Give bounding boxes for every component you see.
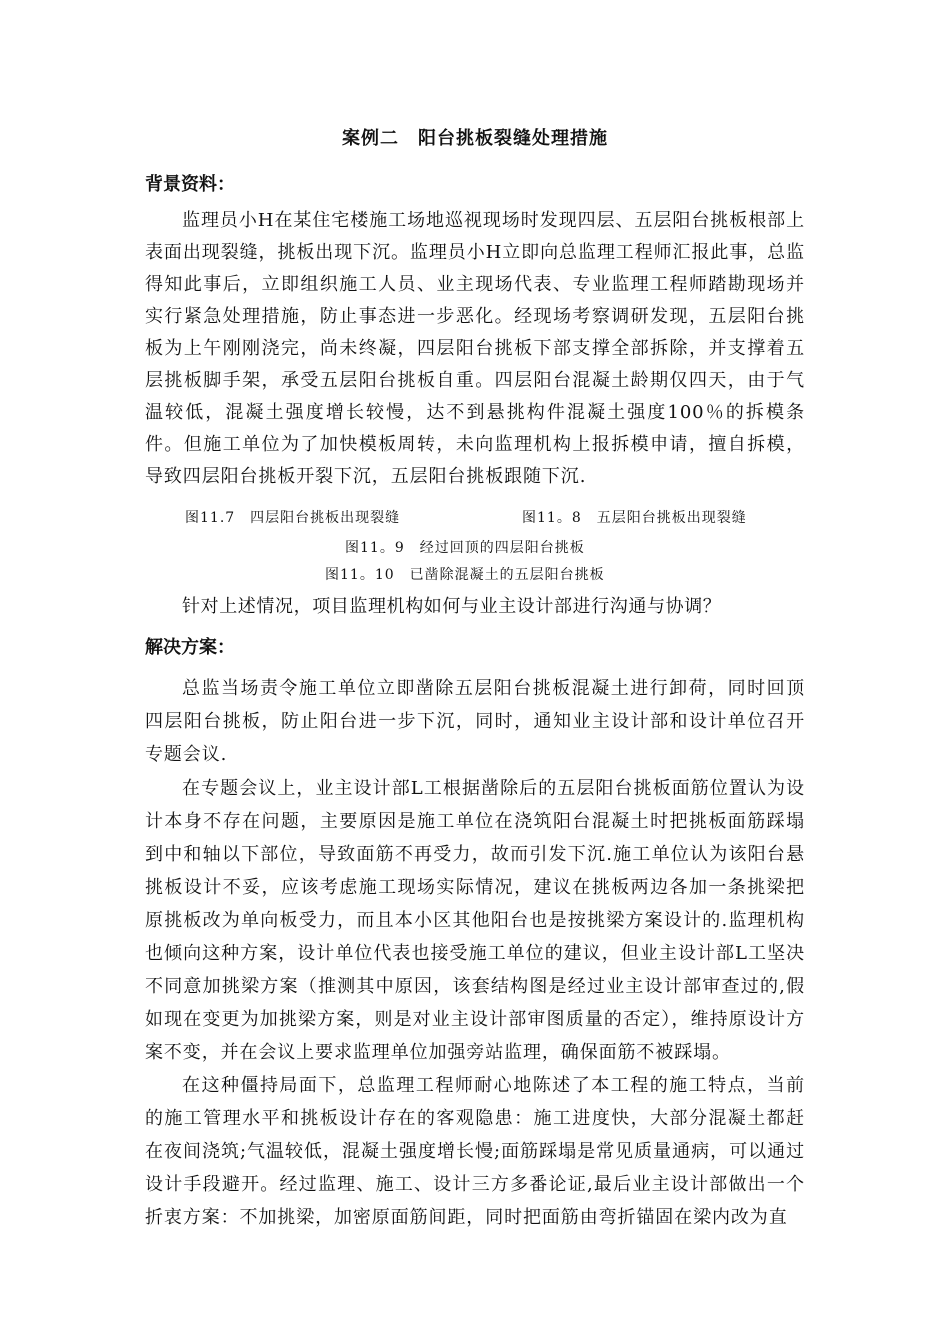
background-paragraph: 监理员小H在某住宅楼施工场地巡视现场时发现四层、五层阳台挑板根部上表面出现裂缝，挑板出现下沉。监理员小H立即向总监理工程师汇报此事，总监得知此事后，立即组织施工人员、业主现场代表、专业监理工程师踏勘现场并实行紧急处理措施，防止事态进一步恶化。经现场考察调研发现，五层阳台挑板为上午刚刚浇完，尚未终凝，四层阳台挑板下部支撑全部拆除，并支撑着五层挑板脚手架，承受五层阳台挑板自重。四层阳台混凝土龄期仅四天，由于气温较低，混凝土强度增长较慢，达不到悬挑构件混凝土强度100％的拆模条件。但施工单位为了加快模板周转，未向监理机构上报拆模申请，擅自拆模，导致四层阳台挑板开裂下沉，五层阳台挑板跟随下沉. xyxy=(145,210,805,487)
background-heading: 背景资料： xyxy=(145,174,235,195)
figure-caption-11-7: 图11.7 四层阳台挑板出现裂缝 xyxy=(185,510,401,526)
solution-paragraph: 总监当场责令施工单位立即凿除五层阳台挑板混凝土进行卸荷，同时回顶四层阳台挑板，防止阳台进一步下沉，同时，通知业主设计部和设计单位召开专题会议. xyxy=(145,678,805,765)
solution-heading: 解决方案： xyxy=(145,637,235,658)
figure-caption-11-8: 图11。8 五层阳台挑板出现裂缝 xyxy=(522,510,747,526)
question-text: 针对上述情况，项目监理机构如何与业主设计部进行沟通与协调？ xyxy=(182,596,722,617)
figure-caption-11-9: 图11。9 经过回顶的四层阳台挑板 xyxy=(345,540,585,556)
solution-paragraph: 在专题会议上，业主设计部L工根据凿除后的五层阳台挑板面筋位置认为设计本身不存在问题，主要原因是施工单位在浇筑阳台混凝土时把挑板面筋踩塌到中和轴以下部位，导致面筋不再受力，故而引发下沉.施工单位认为该阳台悬挑板设计不妥，应该考虑施工现场实际情况，建议在挑板两边各加一条挑梁把原挑板改为单向板受力，而且本小区其他阳台也是按挑梁方案设计的.监理机构也倾向这种方案，设计单位代表也接受施工单位的建议，但业主设计部L工坚决不同意加挑梁方案（推测其中原因，该套结构图是经过业主设计部审查过的,假如现在变更为加挑梁方案，则是对业主设计部审图质量的否定），维持原设计方案不变，并在会议上要求监理单位加强旁站监理，确保面筋不被踩塌。 xyxy=(145,778,805,1063)
page-title: 案例二 阳台挑板裂缝处理措施 xyxy=(342,128,608,149)
figure-caption-11-10: 图11。10 已凿除混凝土的五层阳台挑板 xyxy=(325,567,605,583)
solution-paragraph: 在这种僵持局面下，总监理工程师耐心地陈述了本工程的施工特点，当前的施工管理水平和挑板设计存在的客观隐患：施工进度快，大部分混凝土都赶在夜间浇筑;气温较低，混凝土强度增长慢;面筋踩塌是常见质量通病，可以通过设计手段避开。经过监理、施工、设计三方多番论证,最后业主设计部做出一个折衷方案：不加挑梁，加密原面筋间距，同时把面筋由弯折锚固在梁内改为直 xyxy=(145,1075,805,1228)
